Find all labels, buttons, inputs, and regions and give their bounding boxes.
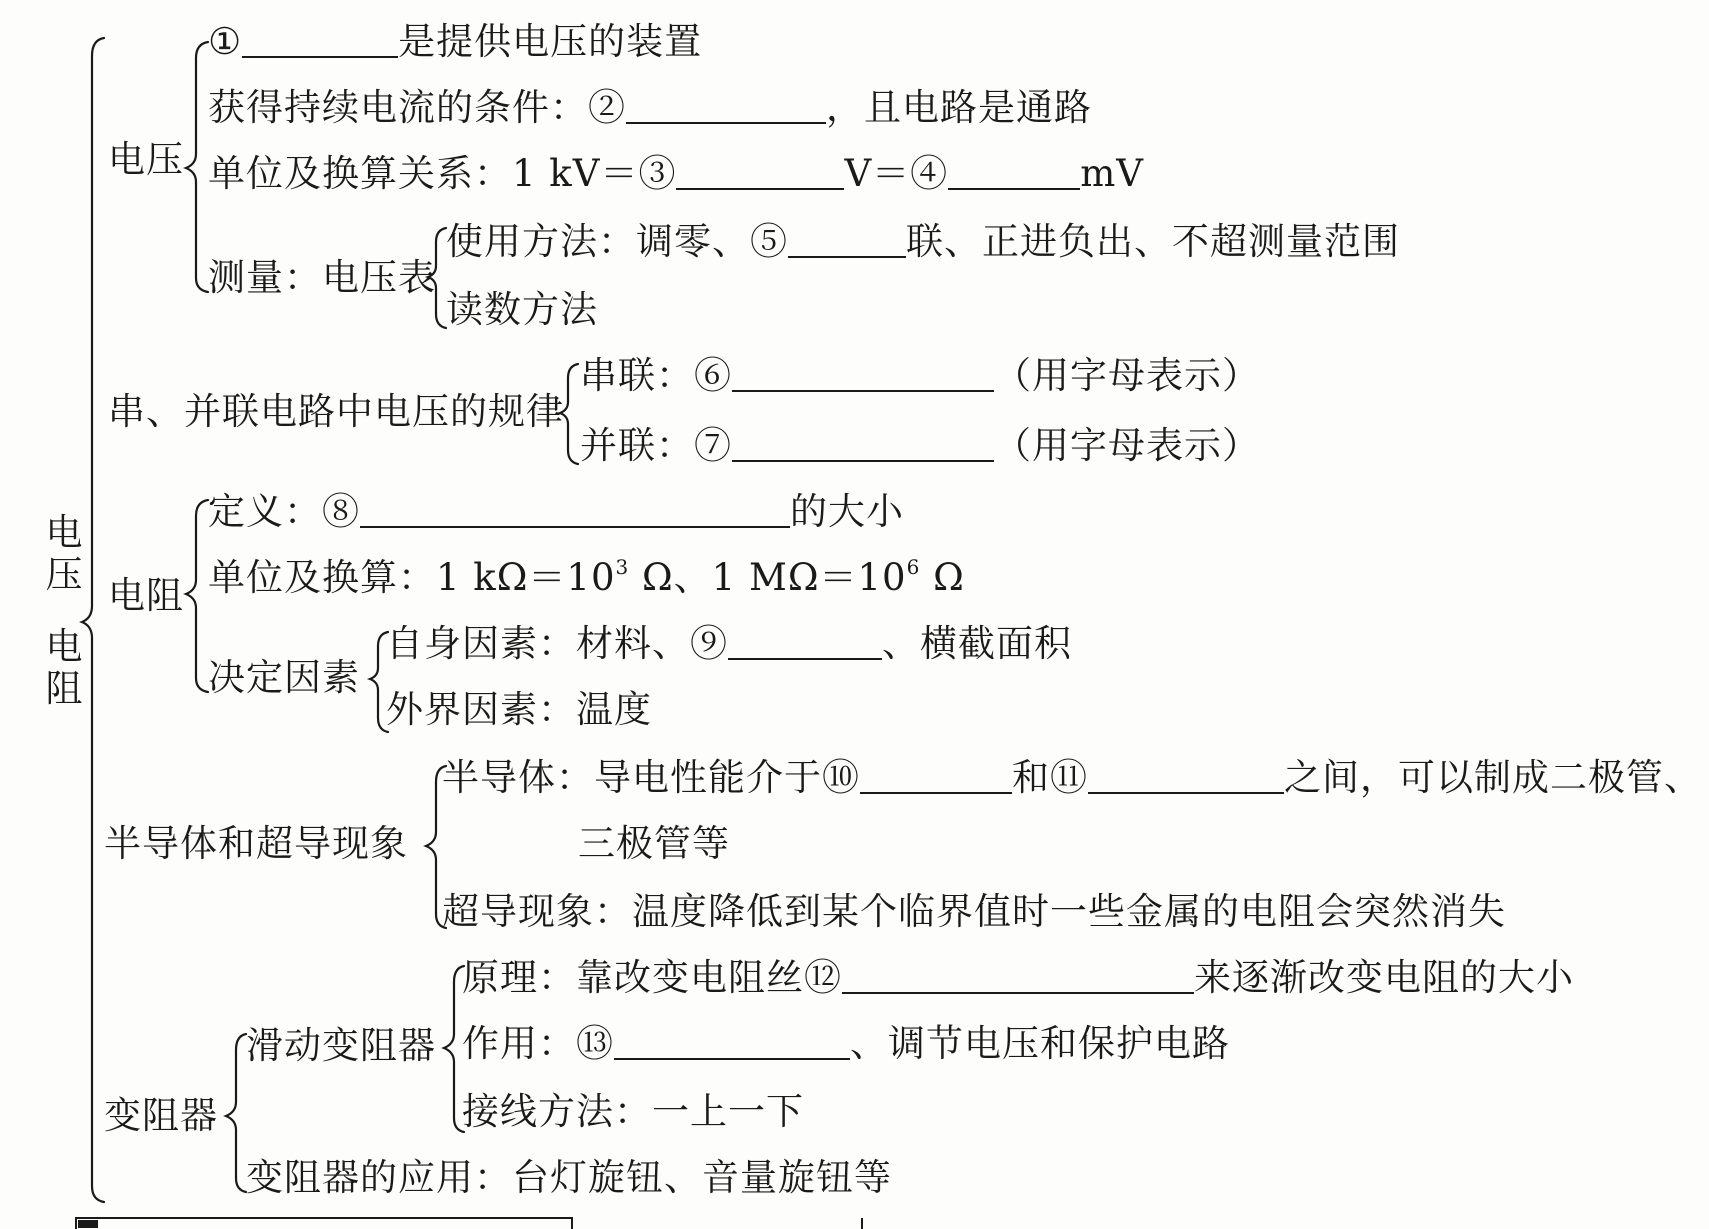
root-title bbox=[42, 512, 86, 710]
slide-function: 作用：⑬ 、调节电压和保护电路 bbox=[462, 1022, 1230, 1065]
answer-blank-12[interactable] bbox=[842, 958, 1194, 994]
brace-voltage bbox=[186, 42, 208, 292]
answer-blank-1[interactable] bbox=[242, 22, 398, 58]
root-char: 阻 bbox=[45, 667, 83, 710]
root-char: 压 bbox=[45, 553, 83, 596]
slide-rheostat-label: 滑动变阻器 bbox=[246, 1024, 436, 1067]
blank-number: ① bbox=[208, 20, 243, 63]
semiconductor-continuation: 三极管等 bbox=[578, 822, 730, 865]
root-char: 电 bbox=[45, 625, 83, 668]
answer-blank-4[interactable] bbox=[948, 154, 1080, 190]
brace-rheostat bbox=[226, 1034, 246, 1192]
voltage-line-1: ① 是提供电压的装置 bbox=[208, 20, 703, 63]
factors-label: 决定因素 bbox=[208, 656, 360, 699]
slide-wiring: 接线方法：一上一下 bbox=[462, 1090, 804, 1133]
voltage-label: 电压 bbox=[108, 138, 184, 181]
answer-blank-9[interactable] bbox=[728, 624, 882, 660]
parallel-rule: 并联：⑦ （用字母表示） bbox=[580, 424, 1260, 467]
resistance-unit: 单位及换算：1 $k\Omega=10^3$ Ω、1 $M\Omega=10^6$ Ω bbox=[208, 555, 965, 599]
superconductor-line: 超导现象：温度降低到某个临界值时一些金属的电阻会突然消失 bbox=[442, 890, 1506, 933]
rheostat-label: 变阻器 bbox=[104, 1094, 218, 1137]
voltage-line-2: 获得持续电流的条件：② ，且电路是通路 bbox=[208, 86, 1092, 129]
rheostat-application: 变阻器的应用：台灯旋钮、音量旋钮等 bbox=[246, 1156, 892, 1199]
measure-label: 测量：电压表 bbox=[208, 256, 436, 299]
factor-external: 外界因素：温度 bbox=[386, 688, 652, 731]
series-parallel-label: 串、并联电路中电压的规律 bbox=[108, 390, 564, 433]
root-char: 电 bbox=[45, 511, 83, 554]
series-rule: 串联：⑥ （用字母表示） bbox=[580, 354, 1260, 397]
measure-read: 读数方法 bbox=[446, 288, 598, 331]
page-edge-box bbox=[76, 1218, 572, 1229]
answer-blank-13[interactable] bbox=[614, 1024, 850, 1060]
brace-slide bbox=[444, 966, 464, 1132]
answer-blank-5[interactable] bbox=[788, 222, 906, 258]
answer-blank-2[interactable] bbox=[626, 88, 826, 124]
answer-blank-8[interactable] bbox=[360, 492, 790, 528]
slide-principle: 原理：靠改变电阻丝⑫ 来逐渐改变电阻的大小 bbox=[462, 956, 1574, 999]
answer-blank-7[interactable] bbox=[732, 426, 994, 462]
factor-self: 自身因素：材料、⑨ 、横截面积 bbox=[386, 622, 1072, 665]
resistance-label: 电阻 bbox=[108, 574, 184, 617]
voltage-line-3: 单位及换算关系：1 kV＝③ V＝④ mV bbox=[208, 152, 1144, 195]
answer-blank-11[interactable] bbox=[1088, 758, 1284, 794]
semiconductor-label: 半导体和超导现象 bbox=[104, 822, 408, 865]
measure-use: 使用方法：调零、⑤ 联、正进负出、不超测量范围 bbox=[446, 220, 1400, 263]
resistance-definition: 定义：⑧ 的大小 bbox=[208, 490, 904, 533]
answer-blank-6[interactable] bbox=[732, 356, 994, 392]
answer-blank-10[interactable] bbox=[860, 758, 1012, 794]
answer-blank-3[interactable] bbox=[676, 154, 844, 190]
brace-resistance bbox=[186, 500, 208, 692]
semiconductor-line: 半导体：导电性能介于⑩ 和⑪ 之间，可以制成二极管、 bbox=[442, 756, 1702, 799]
